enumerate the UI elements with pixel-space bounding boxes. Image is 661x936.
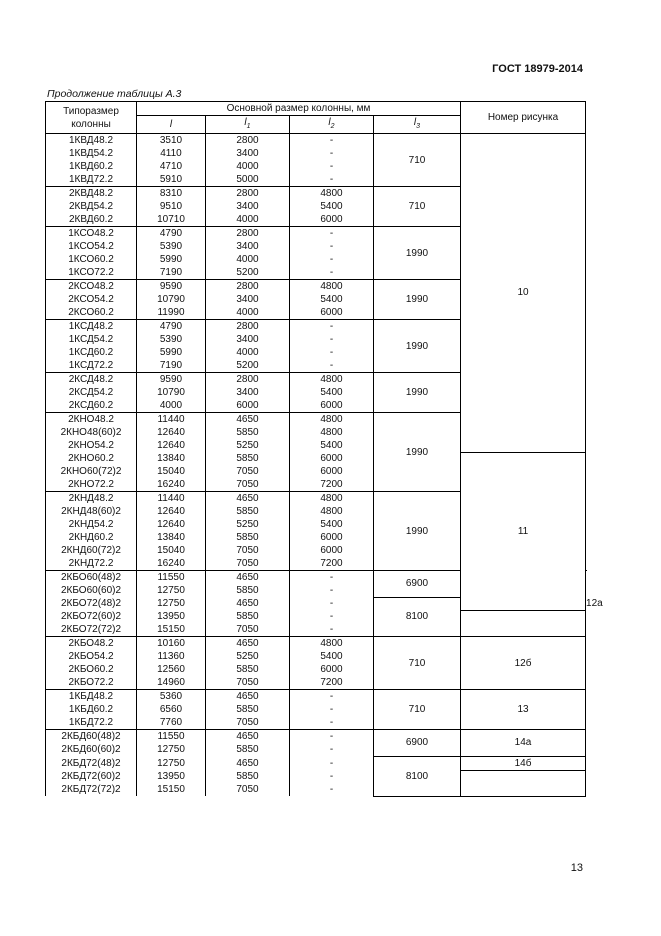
header-figure: Номер рисунка xyxy=(461,102,586,134)
cell-l1: 7050 xyxy=(206,557,290,571)
cell-figure: 14б xyxy=(461,756,586,770)
header-l1: $l_1$ xyxy=(206,116,290,134)
cell-l: 12750 xyxy=(137,756,206,770)
cell-l3: 1990 xyxy=(374,373,461,413)
cell-l: 4710 xyxy=(137,160,206,173)
cell-type: 2КВД48.2 xyxy=(46,187,137,201)
cell-l2: 4800 xyxy=(290,492,374,506)
cell-l2: - xyxy=(290,597,374,610)
cell-l2: 4800 xyxy=(290,413,374,427)
cell-l2: 6000 xyxy=(290,399,374,413)
cell-type: 2КВД54.2 xyxy=(46,200,137,213)
cell-l2: 5400 xyxy=(290,293,374,306)
cell-l: 13840 xyxy=(137,452,206,465)
table-row xyxy=(46,637,586,651)
cell-l: 15150 xyxy=(137,783,206,796)
cell-l: 5990 xyxy=(137,253,206,266)
cell-l2: - xyxy=(290,584,374,597)
cell-l1: 3400 xyxy=(206,200,290,213)
table-row xyxy=(46,756,586,770)
cell-l1: 2800 xyxy=(206,373,290,387)
cell-figure xyxy=(461,770,586,796)
cell-l1: 5850 xyxy=(206,584,290,597)
cell-figure: 13 xyxy=(461,690,586,730)
cell-l: 9590 xyxy=(137,280,206,294)
cell-l1: 4650 xyxy=(206,492,290,506)
table-row xyxy=(46,134,586,148)
cell-type: 2КБО60(60)2 xyxy=(46,584,137,597)
cell-type: 1КСО54.2 xyxy=(46,240,137,253)
cell-l: 9510 xyxy=(137,200,206,213)
cell-l3: 710 xyxy=(374,134,461,187)
cell-l1: 7050 xyxy=(206,623,290,637)
cell-type: 1КВД60.2 xyxy=(46,160,137,173)
cell-l3: 6900 xyxy=(374,571,461,598)
cell-type: 2КБД72(60)2 xyxy=(46,770,137,783)
cell-type: 1КБД72.2 xyxy=(46,716,137,730)
header-l2: $l_2$ xyxy=(290,116,374,134)
cell-l2: - xyxy=(290,320,374,334)
cell-l2: 6000 xyxy=(290,531,374,544)
cell-l1: 4650 xyxy=(206,571,290,585)
cell-l2: 5400 xyxy=(290,200,374,213)
cell-l: 16240 xyxy=(137,557,206,571)
cell-l: 13950 xyxy=(137,610,206,623)
cell-l1: 5250 xyxy=(206,518,290,531)
cell-type: 2КСД60.2 xyxy=(46,399,137,413)
cell-l1: 5850 xyxy=(206,531,290,544)
cell-type: 2КБД60(48)2 xyxy=(46,730,137,744)
cell-l2: - xyxy=(290,359,374,373)
cell-l1: 4650 xyxy=(206,637,290,651)
cell-type: 2КСО54.2 xyxy=(46,293,137,306)
cell-l1: 4650 xyxy=(206,756,290,770)
cell-l2: 4800 xyxy=(290,373,374,387)
cell-l: 5990 xyxy=(137,346,206,359)
cell-l3: 1990 xyxy=(374,413,461,492)
cell-l2: - xyxy=(290,346,374,359)
cell-type: 1КВД54.2 xyxy=(46,147,137,160)
cell-l: 4790 xyxy=(137,320,206,334)
cell-l: 12640 xyxy=(137,439,206,452)
cell-l2: - xyxy=(290,716,374,730)
cell-l: 15150 xyxy=(137,623,206,637)
cell-l: 12640 xyxy=(137,518,206,531)
cell-l2: - xyxy=(290,160,374,173)
cell-l2: - xyxy=(290,610,374,623)
cell-l2: 6000 xyxy=(290,465,374,478)
cell-l: 11550 xyxy=(137,730,206,744)
cell-type: 2КБО60.2 xyxy=(46,663,137,676)
cell-l1: 2800 xyxy=(206,187,290,201)
cell-l1: 3400 xyxy=(206,293,290,306)
cell-figure: 10 xyxy=(461,134,586,453)
cell-l2: - xyxy=(290,266,374,280)
cell-l2: - xyxy=(290,227,374,241)
standard-number: ГОСТ 18979-2014 xyxy=(492,63,583,75)
cell-l: 4110 xyxy=(137,147,206,160)
header-type xyxy=(46,102,137,134)
cell-l1: 4000 xyxy=(206,253,290,266)
cell-type: 2КСД48.2 xyxy=(46,373,137,387)
cell-l: 12750 xyxy=(137,597,206,610)
cell-l: 12750 xyxy=(137,584,206,597)
cell-l1: 2800 xyxy=(206,280,290,294)
cell-type: 2КБО72.2 xyxy=(46,676,137,690)
cell-l: 5360 xyxy=(137,690,206,704)
header-l: l xyxy=(137,116,206,134)
cell-type: 1КСД60.2 xyxy=(46,346,137,359)
cell-l1: 4650 xyxy=(206,690,290,704)
cell-type: 2КНО48(60)2 xyxy=(46,426,137,439)
cell-l1: 2800 xyxy=(206,320,290,334)
cell-l: 13840 xyxy=(137,531,206,544)
cell-l2: 6000 xyxy=(290,663,374,676)
cell-type: 2КБО72(72)2 xyxy=(46,623,137,637)
cell-l1: 4000 xyxy=(206,306,290,320)
cell-type: 1КСД48.2 xyxy=(46,320,137,334)
table-row xyxy=(46,623,586,637)
cell-l3: 1990 xyxy=(374,320,461,373)
cell-l1: 5850 xyxy=(206,452,290,465)
cell-l2: 6000 xyxy=(290,544,374,557)
cell-type: 2КБО60(48)2 xyxy=(46,571,137,585)
header-type-line2: колонны xyxy=(71,118,111,130)
cell-l2: 5400 xyxy=(290,650,374,663)
cell-type: 2КБО54.2 xyxy=(46,650,137,663)
cell-l1: 3400 xyxy=(206,240,290,253)
cell-l1: 4000 xyxy=(206,213,290,227)
cell-l: 10710 xyxy=(137,213,206,227)
cell-l: 15040 xyxy=(137,544,206,557)
cell-type: 1КВД48.2 xyxy=(46,134,137,148)
cell-l1: 5850 xyxy=(206,663,290,676)
table-row: 2КБО60(48)2 11550 4650 - 6900 12а xyxy=(46,571,586,585)
cell-type: 1КВД72.2 xyxy=(46,173,137,187)
table-row xyxy=(46,690,586,704)
cell-l: 11440 xyxy=(137,492,206,506)
header-type-line1: Типоразмер xyxy=(63,105,119,117)
cell-l: 11550 xyxy=(137,571,206,585)
cell-l2: 6000 xyxy=(290,306,374,320)
cell-type: 1КБД48.2 xyxy=(46,690,137,704)
cell-l1: 5250 xyxy=(206,650,290,663)
cell-l2: - xyxy=(290,770,374,783)
cell-l: 12750 xyxy=(137,743,206,756)
cell-l: 8310 xyxy=(137,187,206,201)
cell-l: 10790 xyxy=(137,293,206,306)
cell-l2: 5400 xyxy=(290,439,374,452)
cell-type: 2КНД72.2 xyxy=(46,557,137,571)
table-row xyxy=(46,452,586,465)
cell-l: 7190 xyxy=(137,266,206,280)
cell-l2: 6000 xyxy=(290,452,374,465)
cell-l: 10790 xyxy=(137,386,206,399)
cell-l2: 7200 xyxy=(290,557,374,571)
cell-l3: 1990 xyxy=(374,227,461,280)
cell-l1: 3400 xyxy=(206,147,290,160)
cell-type: 2КБО72(48)2 xyxy=(46,597,137,610)
cell-l1: 5850 xyxy=(206,743,290,756)
cell-l: 11440 xyxy=(137,413,206,427)
cell-l1: 4000 xyxy=(206,160,290,173)
cell-type: 2КНО48.2 xyxy=(46,413,137,427)
cell-type: 1КСО48.2 xyxy=(46,227,137,241)
cell-l2: - xyxy=(290,703,374,716)
table-row xyxy=(46,610,586,623)
table-row xyxy=(46,770,586,783)
cell-figure: 12б xyxy=(461,637,586,690)
cell-type: 2КБО48.2 xyxy=(46,637,137,651)
cell-type: 1КСД72.2 xyxy=(46,359,137,373)
cell-l1: 7050 xyxy=(206,544,290,557)
cell-l2: 5400 xyxy=(290,518,374,531)
cell-l: 4000 xyxy=(137,399,206,413)
cell-l: 7760 xyxy=(137,716,206,730)
cell-l2: 4800 xyxy=(290,426,374,439)
cell-l: 7190 xyxy=(137,359,206,373)
cell-l1: 3400 xyxy=(206,333,290,346)
cell-l2: - xyxy=(290,253,374,266)
cell-type: 2КБД60(60)2 xyxy=(46,743,137,756)
cell-l2: 4800 xyxy=(290,505,374,518)
header-size-group: Основной размер колонны, мм xyxy=(137,102,461,116)
cell-l3: 6900 xyxy=(374,730,461,757)
cell-l3: 8100 xyxy=(374,756,461,796)
cell-type: 1КБД60.2 xyxy=(46,703,137,716)
cell-l2: - xyxy=(290,756,374,770)
cell-l2: - xyxy=(290,730,374,744)
cell-type: 2КНО54.2 xyxy=(46,439,137,452)
cell-l: 4790 xyxy=(137,227,206,241)
cell-l1: 7050 xyxy=(206,716,290,730)
cell-l1: 2800 xyxy=(206,134,290,148)
cell-l: 11360 xyxy=(137,650,206,663)
cell-l: 16240 xyxy=(137,478,206,492)
cell-type: 2КБД72(72)2 xyxy=(46,783,137,796)
cell-figure: 14а xyxy=(461,730,586,757)
cell-l3: 1990 xyxy=(374,492,461,571)
cell-type: 2КБД72(48)2 xyxy=(46,756,137,770)
cell-type: 2КСО60.2 xyxy=(46,306,137,320)
cell-l1: 3400 xyxy=(206,386,290,399)
cell-l2: 4800 xyxy=(290,187,374,201)
dimensions-table xyxy=(45,101,603,797)
cell-l1: 5850 xyxy=(206,426,290,439)
cell-type: 2КНД48.2 xyxy=(46,492,137,506)
cell-type: 2КНД48(60)2 xyxy=(46,505,137,518)
cell-type: 2КНО60.2 xyxy=(46,452,137,465)
cell-l2: - xyxy=(290,240,374,253)
cell-type: 2КНД60.2 xyxy=(46,531,137,544)
cell-l: 12640 xyxy=(137,426,206,439)
cell-type: 2КНД60(72)2 xyxy=(46,544,137,557)
cell-l1: 7050 xyxy=(206,478,290,492)
cell-l3: 710 xyxy=(374,637,461,690)
cell-l1: 5850 xyxy=(206,770,290,783)
cell-l: 11990 xyxy=(137,306,206,320)
cell-l1: 5250 xyxy=(206,439,290,452)
cell-l1: 4000 xyxy=(206,346,290,359)
cell-l1: 7050 xyxy=(206,783,290,796)
cell-l1: 6000 xyxy=(206,399,290,413)
header-l3: $l_3$ xyxy=(374,116,461,134)
page-number: 13 xyxy=(570,862,583,874)
cell-l2: - xyxy=(290,743,374,756)
cell-l1: 7050 xyxy=(206,676,290,690)
cell-l: 5390 xyxy=(137,240,206,253)
cell-type: 2КБО72(60)2 xyxy=(46,610,137,623)
cell-type: 2КНД54.2 xyxy=(46,518,137,531)
cell-l1: 4650 xyxy=(206,413,290,427)
cell-l: 14960 xyxy=(137,676,206,690)
cell-l2: 7200 xyxy=(290,676,374,690)
cell-l2: 6000 xyxy=(290,213,374,227)
cell-l2: 5400 xyxy=(290,386,374,399)
cell-type: 2КСО48.2 xyxy=(46,280,137,294)
cell-l2: 4800 xyxy=(290,637,374,651)
cell-type: 1КСО60.2 xyxy=(46,253,137,266)
cell-l: 10160 xyxy=(137,637,206,651)
cell-figure: 11 xyxy=(461,452,586,610)
cell-l3: 710 xyxy=(374,187,461,227)
cell-l: 15040 xyxy=(137,465,206,478)
cell-l1: 2800 xyxy=(206,227,290,241)
cell-l1: 5000 xyxy=(206,173,290,187)
cell-l2: - xyxy=(290,690,374,704)
cell-type: 2КНО60(72)2 xyxy=(46,465,137,478)
cell-l: 3510 xyxy=(137,134,206,148)
cell-l2: - xyxy=(290,783,374,796)
cell-l1: 5200 xyxy=(206,359,290,373)
cell-l1: 5850 xyxy=(206,505,290,518)
cell-l1: 5850 xyxy=(206,610,290,623)
cell-type: 2КВД60.2 xyxy=(46,213,137,227)
cell-l2: - xyxy=(290,333,374,346)
cell-type: 2КСД54.2 xyxy=(46,386,137,399)
cell-l: 9590 xyxy=(137,373,206,387)
cell-l2: - xyxy=(290,147,374,160)
cell-l: 6560 xyxy=(137,703,206,716)
cell-l2: 7200 xyxy=(290,478,374,492)
cell-l: 5910 xyxy=(137,173,206,187)
table-row xyxy=(46,730,586,744)
cell-l1: 7050 xyxy=(206,465,290,478)
cell-l1: 4650 xyxy=(206,730,290,744)
cell-l: 12640 xyxy=(137,505,206,518)
cell-l3: 710 xyxy=(374,690,461,730)
cell-type: 1КСД54.2 xyxy=(46,333,137,346)
cell-l2: - xyxy=(290,571,374,585)
cell-l: 5390 xyxy=(137,333,206,346)
cell-l2: - xyxy=(290,623,374,637)
cell-l3: 8100 xyxy=(374,597,461,637)
cell-l: 13950 xyxy=(137,770,206,783)
cell-l2: - xyxy=(290,173,374,187)
cell-l2: 4800 xyxy=(290,280,374,294)
table-caption: Продолжение таблицы А.3 xyxy=(47,88,182,100)
cell-l1: 4650 xyxy=(206,597,290,610)
cell-l2: - xyxy=(290,134,374,148)
cell-l3: 1990 xyxy=(374,280,461,320)
cell-type: 1КСО72.2 xyxy=(46,266,137,280)
cell-l1: 5850 xyxy=(206,703,290,716)
cell-l: 12560 xyxy=(137,663,206,676)
cell-type: 2КНО72.2 xyxy=(46,478,137,492)
cell-l1: 5200 xyxy=(206,266,290,280)
